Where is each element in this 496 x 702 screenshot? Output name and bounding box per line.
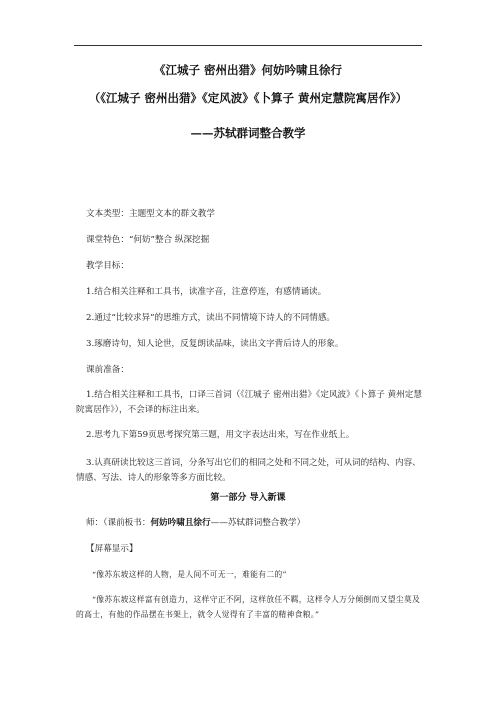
document-subtitle-2: ——苏轼群词整合教学 xyxy=(190,126,306,140)
prep-item-2: 2.思考九下第59页思考探究第三题，用文字表达出来，写在作业纸上。 xyxy=(86,430,355,440)
text-type-line: 文本类型：主题型文本的群文教学 xyxy=(86,209,215,219)
teacher-suffix: ——苏轼群词整合教学） xyxy=(210,518,306,528)
document-subtitle: （《江城子 密州出猎》《定风波》《卜算子 黄州定慧院寓居作》） xyxy=(88,91,408,105)
header-rule xyxy=(74,45,422,46)
class-feature-line: 课堂特色：“何妨”整合 纵深挖掘 xyxy=(86,235,210,245)
teacher-prefix: 师：（课前板书： xyxy=(86,518,151,528)
document-title: 《江城子 密州出猎》何妨吟啸且徐行 xyxy=(153,63,342,77)
section-heading-part1: 第一部分 导入新课 xyxy=(210,493,286,503)
goal-item-3: 3.琢磨诗句，知人论世，反复朗读品味，读出文字背后诗人的形象。 xyxy=(86,339,344,349)
goal-item-1: 1.结合相关注释和工具书，读准字音，注意停连，有感情诵读。 xyxy=(86,287,327,297)
prep-item-1: 1.结合相关注释和工具书，口译三首词（《江城子 密州出猎》《定风波》《卜算子 黄州定慧院寓居作》），不会译的标注出来。 xyxy=(76,390,422,415)
prep-label: 课前准备： xyxy=(86,365,129,375)
prep-item-3: 3.认真研读比较这三首词，分条写出它们的相同之处和不同之处，可从词的结构、内容、情感、写法、诗人的形象等多方面比较。 xyxy=(76,458,421,483)
board-title: 何妨吟啸且徐行 xyxy=(150,518,211,528)
screen-display-label: 【屏幕显示】 xyxy=(86,544,138,554)
quote-1: “像苏东坡这样的人物，是人间不可无一，难能有二的” xyxy=(92,570,287,579)
quote-2: “像苏东坡这样富有创造力，这样守正不阿，这样放任不羁，这样令人万分倾倒而又望尘莫及的高士，有他的作品摆在书架上，就令人觉得有了丰富的精神食粮。” xyxy=(76,595,421,619)
goals-label: 教学目标： xyxy=(86,261,129,271)
teacher-line xyxy=(86,517,422,529)
goal-item-2: 2.通过“比较求异”的思维方式，读出不同情境下诗人的不同情感。 xyxy=(86,313,336,323)
